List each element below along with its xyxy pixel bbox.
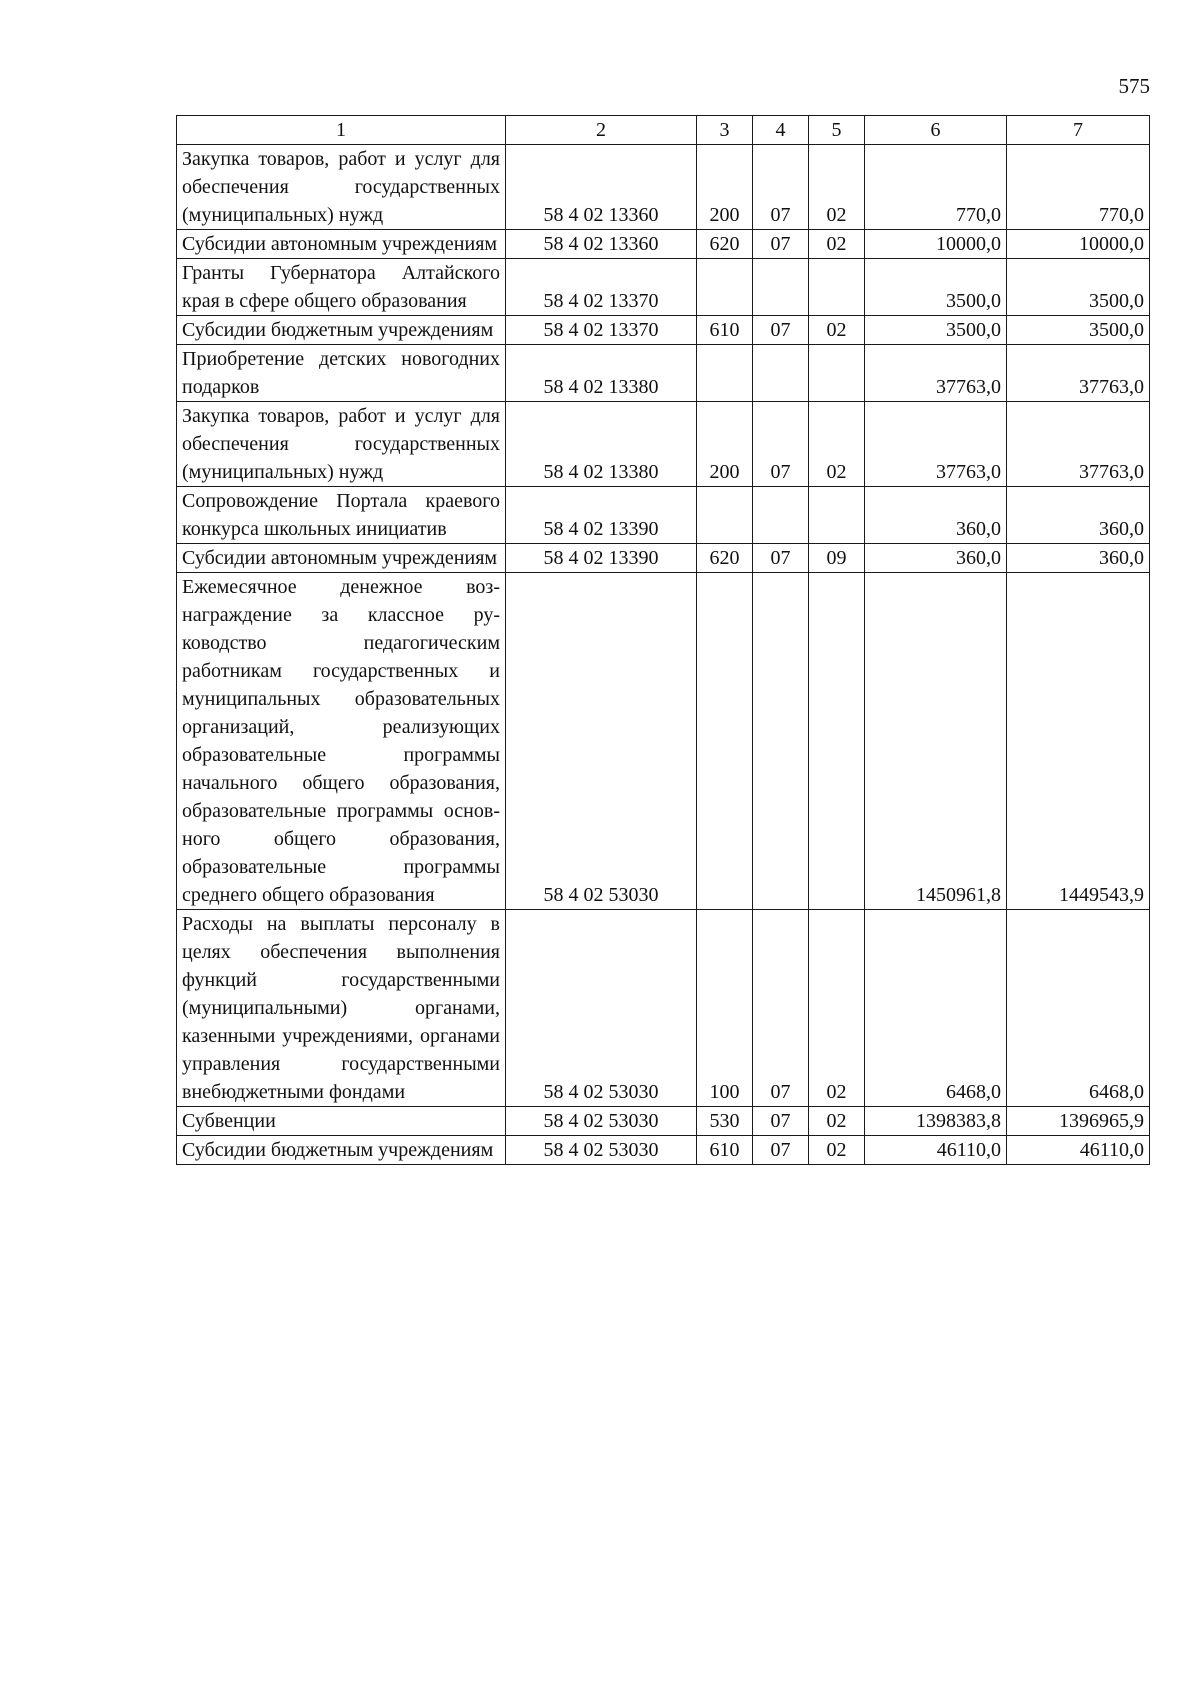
amount-col7-cell: 3500,0: [1007, 316, 1150, 345]
table-row: [177, 487, 1150, 544]
amount-col6-cell: 3500,0: [865, 259, 1007, 316]
budget-table: [176, 115, 1150, 1165]
expense-name-cell: Закупка товаров, работ и услуг для обеспечения государственных (муниципальных) нужд: [177, 145, 506, 230]
table-row: [177, 1107, 1150, 1136]
expense-type-cell: 620: [697, 544, 753, 573]
column-number-header-row: [177, 116, 1150, 145]
section-cell: 07: [753, 316, 809, 345]
expense-name-cell: Субсидии автономным учреждениям: [177, 544, 506, 573]
subsection-cell: [809, 345, 865, 402]
target-code-cell: 58 4 02 13390: [506, 544, 697, 573]
table-row: [177, 402, 1150, 487]
target-code-cell: 58 4 02 53030: [506, 910, 697, 1107]
expense-type-cell: 200: [697, 145, 753, 230]
column-header: 5: [809, 116, 865, 145]
expense-name-cell: Субсидии автономным учреждениям: [177, 230, 506, 259]
table-row: [177, 573, 1150, 910]
amount-col7-cell: 46110,0: [1007, 1136, 1150, 1165]
column-header: 3: [697, 116, 753, 145]
amount-col7-cell: 10000,0: [1007, 230, 1150, 259]
amount-col6-cell: 360,0: [865, 544, 1007, 573]
column-header: 4: [753, 116, 809, 145]
subsection-cell: 09: [809, 544, 865, 573]
expense-name-cell: Расходы на выплаты персоналу в целях обеспечения выполнения функций государственными (муниципальными) органами, казенными учреждениями, органами управления государственными внебюджетными фондами: [177, 910, 506, 1107]
target-code-cell: 58 4 02 13390: [506, 487, 697, 544]
table-row: [177, 230, 1150, 259]
amount-col7-cell: 1396965,9: [1007, 1107, 1150, 1136]
amount-col6-cell: 6468,0: [865, 910, 1007, 1107]
column-header: 6: [865, 116, 1007, 145]
expense-type-cell: 100: [697, 910, 753, 1107]
expense-name-cell: Сопровождение Портала краевого конкурса школьных инициатив: [177, 487, 506, 544]
target-code-cell: 58 4 02 13380: [506, 402, 697, 487]
amount-col6-cell: 3500,0: [865, 316, 1007, 345]
expense-type-cell: 610: [697, 1136, 753, 1165]
table-row: [177, 345, 1150, 402]
amount-col6-cell: 770,0: [865, 145, 1007, 230]
column-header: 7: [1007, 116, 1150, 145]
amount-col6-cell: 46110,0: [865, 1136, 1007, 1165]
expense-type-cell: 610: [697, 316, 753, 345]
amount-col6-cell: 360,0: [865, 487, 1007, 544]
expense-name-cell: Субсидии бюджетным учреждениям: [177, 316, 506, 345]
table-row: [177, 1136, 1150, 1165]
expense-name-cell: Закупка товаров, работ и услуг для обеспечения государственных (муниципальных) нужд: [177, 402, 506, 487]
amount-col6-cell: 10000,0: [865, 230, 1007, 259]
section-cell: 07: [753, 402, 809, 487]
section-cell: [753, 259, 809, 316]
target-code-cell: 58 4 02 53030: [506, 573, 697, 910]
target-code-cell: 58 4 02 53030: [506, 1136, 697, 1165]
section-cell: [753, 487, 809, 544]
expense-type-cell: 530: [697, 1107, 753, 1136]
table-row: [177, 145, 1150, 230]
expense-name-cell: Субсидии бюджетным учреждениям: [177, 1136, 506, 1165]
section-cell: [753, 573, 809, 910]
subsection-cell: 02: [809, 402, 865, 487]
column-header: 1: [177, 116, 506, 145]
expense-type-cell: [697, 487, 753, 544]
amount-col6-cell: 1398383,8: [865, 1107, 1007, 1136]
expense-type-cell: [697, 259, 753, 316]
target-code-cell: 58 4 02 13370: [506, 259, 697, 316]
section-cell: 07: [753, 910, 809, 1107]
target-code-cell: 58 4 02 13360: [506, 230, 697, 259]
column-header: 2: [506, 116, 697, 145]
expense-name-cell: Приобретение детских новогодних подарков: [177, 345, 506, 402]
target-code-cell: 58 4 02 53030: [506, 1107, 697, 1136]
table-row: [177, 910, 1150, 1107]
subsection-cell: [809, 259, 865, 316]
amount-col6-cell: 1450961,8: [865, 573, 1007, 910]
amount-col7-cell: 37763,0: [1007, 345, 1150, 402]
expense-type-cell: [697, 345, 753, 402]
expense-type-cell: 200: [697, 402, 753, 487]
amount-col7-cell: 3500,0: [1007, 259, 1150, 316]
amount-col7-cell: 770,0: [1007, 145, 1150, 230]
expense-name-cell: Субвенции: [177, 1107, 506, 1136]
amount-col7-cell: 360,0: [1007, 544, 1150, 573]
section-cell: 07: [753, 230, 809, 259]
section-cell: 07: [753, 1136, 809, 1165]
amount-col7-cell: 1449543,9: [1007, 573, 1150, 910]
section-cell: 07: [753, 145, 809, 230]
amount-col7-cell: 6468,0: [1007, 910, 1150, 1107]
table-row: [177, 316, 1150, 345]
expense-name-cell: Ежемесячное денежное вознаграждение за классное руководство педагогическим работникам государственных и муниципальных образовательных организаций, реализующих образовательные программы начального общего образования, образовательные программы основного общего образования, образовательные программы среднего общего образования: [177, 573, 506, 910]
section-cell: 07: [753, 1107, 809, 1136]
subsection-cell: 02: [809, 316, 865, 345]
expense-type-cell: 620: [697, 230, 753, 259]
amount-col7-cell: 37763,0: [1007, 402, 1150, 487]
target-code-cell: 58 4 02 13380: [506, 345, 697, 402]
section-cell: 07: [753, 544, 809, 573]
amount-col6-cell: 37763,0: [865, 345, 1007, 402]
table-row: [177, 259, 1150, 316]
subsection-cell: [809, 573, 865, 910]
subsection-cell: 02: [809, 230, 865, 259]
target-code-cell: 58 4 02 13370: [506, 316, 697, 345]
table-row: [177, 544, 1150, 573]
target-code-cell: 58 4 02 13360: [506, 145, 697, 230]
subsection-cell: [809, 487, 865, 544]
amount-col7-cell: 360,0: [1007, 487, 1150, 544]
subsection-cell: 02: [809, 1107, 865, 1136]
subsection-cell: 02: [809, 910, 865, 1107]
section-cell: [753, 345, 809, 402]
amount-col6-cell: 37763,0: [865, 402, 1007, 487]
page-number: 575: [1118, 74, 1150, 98]
subsection-cell: 02: [809, 1136, 865, 1165]
subsection-cell: 02: [809, 145, 865, 230]
expense-type-cell: [697, 573, 753, 910]
expense-name-cell: Гранты Губернатора Алтайского края в сфере общего образования: [177, 259, 506, 316]
